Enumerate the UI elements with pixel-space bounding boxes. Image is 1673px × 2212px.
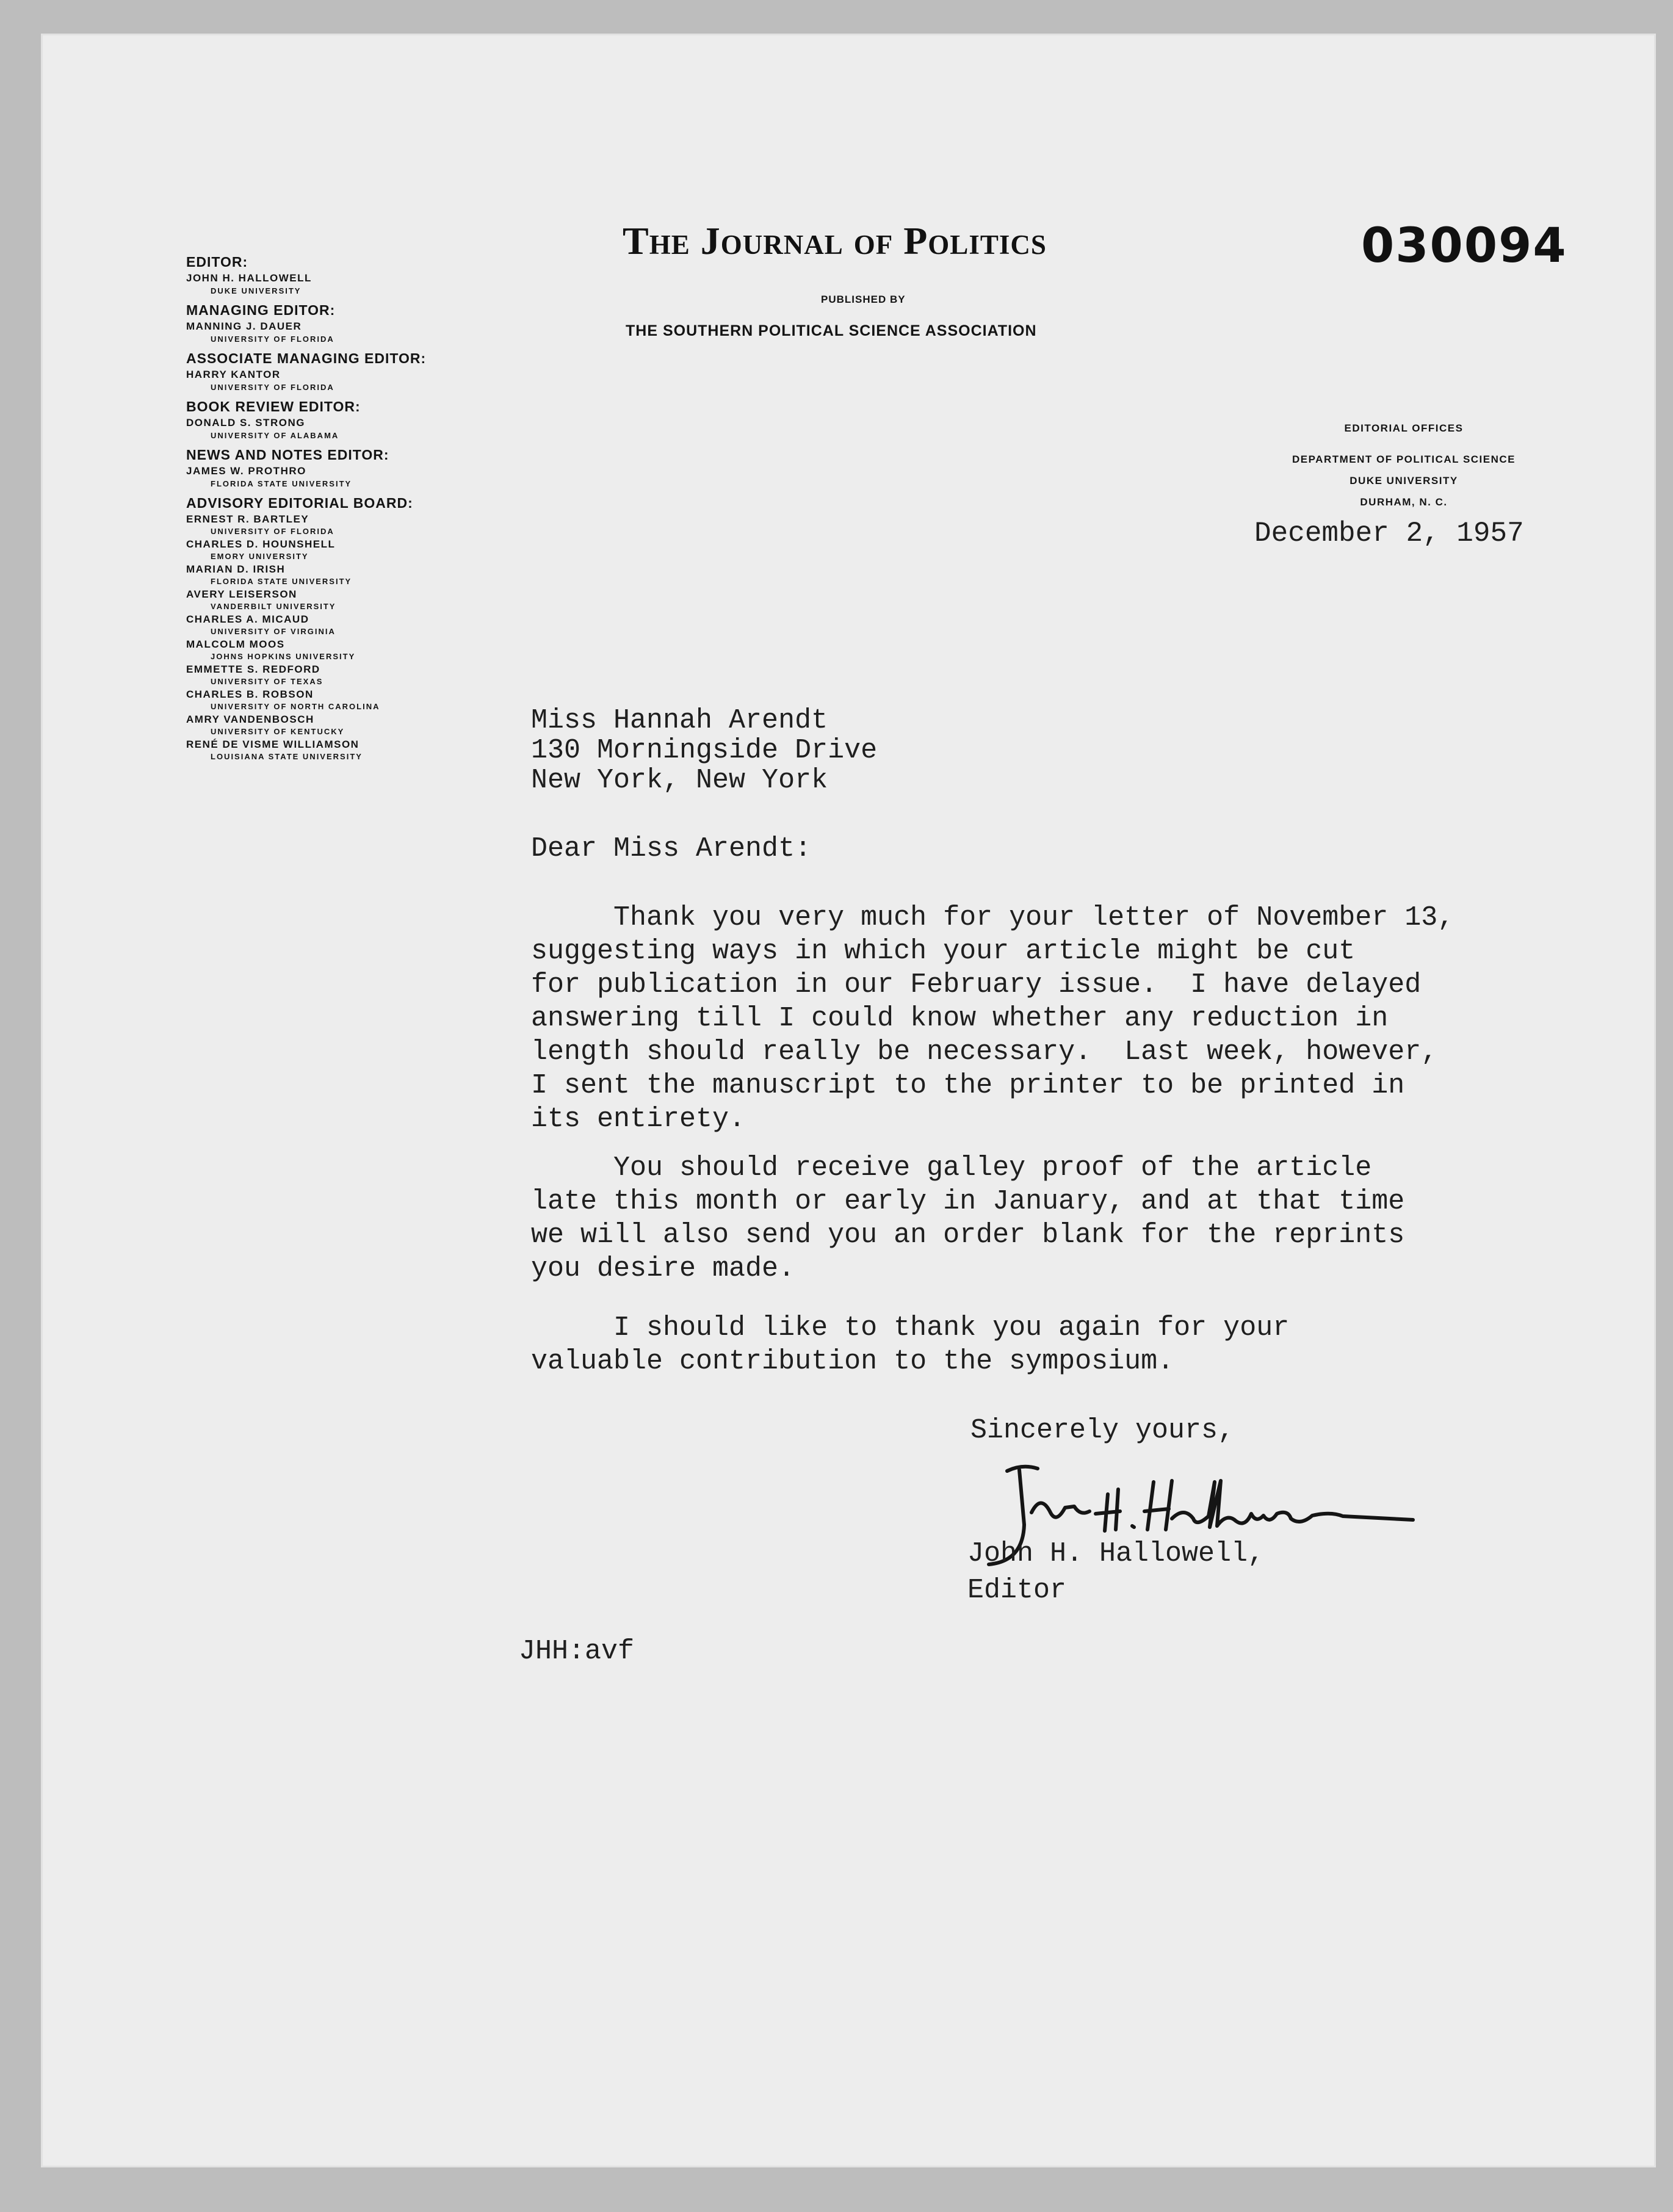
board-member-university: UNIVERSITY OF TEXAS xyxy=(211,677,323,686)
masthead-university: FLORIDA STATE UNIVERSITY xyxy=(211,479,352,488)
masthead-managing-editor xyxy=(186,300,528,345)
board-member-name: CHARLES A. MICAUD xyxy=(186,613,309,625)
body-paragraph: I should like to thank you again for your valuable contribution to the symposium. xyxy=(531,1312,1290,1377)
document-number: 030094 xyxy=(1361,219,1567,273)
board-member-university: UNIVERSITY OF FLORIDA xyxy=(211,527,334,536)
board-member-university: UNIVERSITY OF KENTUCKY xyxy=(211,727,345,736)
board-member-name: MARIAN D. IRISH xyxy=(186,563,286,575)
masthead-person: JAMES W. PROTHRO xyxy=(186,465,306,477)
body-paragraph: Thank you very much for your letter of November 13, suggesting ways in which your article might be cut for publication in our February issue. I have delayed answering till I could know whether any reduction in length should really be necessary. Last week, however, I sent the manuscript to the printer to be printed in its entirety. xyxy=(531,902,1454,1135)
closing: Sincerely yours, xyxy=(970,1415,1235,1446)
letter-date: December 2, 1957 xyxy=(1254,518,1524,549)
board-member-university: JOHNS HOPKINS UNIVERSITY xyxy=(211,652,356,661)
masthead-person: DONALD S. STRONG xyxy=(186,417,305,428)
board-member-university: VANDERBILT UNIVERSITY xyxy=(211,602,336,611)
masthead-editor xyxy=(186,252,528,297)
published-by: PUBLISHED BY xyxy=(821,294,906,305)
masthead-person: MANNING J. DAUER xyxy=(186,320,302,332)
signer-title: Editor xyxy=(967,1575,1067,1606)
board-member-name: MALCOLM MOOS xyxy=(186,638,285,650)
masthead-university: DUKE UNIVERSITY xyxy=(211,286,302,295)
masthead-university: UNIVERSITY OF FLORIDA xyxy=(211,334,334,344)
masthead-person: HARRY KANTOR xyxy=(186,369,281,380)
board-member-name: CHARLES D. HOUNSHELL xyxy=(186,538,336,550)
board-member-university: UNIVERSITY OF NORTH CAROLINA xyxy=(211,702,380,711)
office-heading: EDITORIAL OFFICES xyxy=(1344,422,1464,434)
body-paragraph: You should receive galley proof of the article late this month or early in January, and at that time we will also send you an order blank for the reprints you desire made. xyxy=(531,1152,1405,1284)
masthead-book-review-editor xyxy=(186,397,528,441)
signer-name: John H. Hallowell, xyxy=(967,1538,1265,1569)
masthead-advisory-board xyxy=(186,493,528,763)
masthead-role: EDITOR: xyxy=(186,254,248,270)
board-member-name: ERNEST R. BARTLEY xyxy=(186,513,309,525)
journal-title: The Journal of Politics xyxy=(623,219,1047,262)
board-member-name: EMMETTE S. REDFORD xyxy=(186,663,320,675)
masthead-associate-managing-editor xyxy=(186,349,528,393)
masthead-news-notes-editor xyxy=(186,445,528,490)
masthead-role: ADVISORY EDITORIAL BOARD: xyxy=(186,495,413,511)
masthead-role: MANAGING EDITOR: xyxy=(186,302,336,318)
recipient-address: Miss Hannah Arendt 130 Morningside Drive New York, New York xyxy=(531,705,878,796)
handwritten-signature xyxy=(964,1458,1428,1592)
office-university: DUKE UNIVERSITY xyxy=(1350,475,1458,486)
board-member-name: RENÉ DE VISME WILLIAMSON xyxy=(186,739,360,750)
board-member-university: LOUISIANA STATE UNIVERSITY xyxy=(211,752,363,761)
masthead-university: UNIVERSITY OF ALABAMA xyxy=(211,431,339,440)
masthead-role: NEWS AND NOTES EDITOR: xyxy=(186,447,389,463)
masthead-role: ASSOCIATE MANAGING EDITOR: xyxy=(186,350,427,366)
board-member-name: AMRY VANDENBOSCH xyxy=(186,714,314,725)
masthead-role: BOOK REVIEW EDITOR: xyxy=(186,399,361,414)
board-member-university: UNIVERSITY OF VIRGINIA xyxy=(211,627,336,636)
office-city: DURHAM, N. C. xyxy=(1360,496,1448,508)
masthead-person: JOHN H. HALLOWELL xyxy=(186,272,312,284)
board-member-university: EMORY UNIVERSITY xyxy=(211,552,309,561)
reference-initials: JHH:avf xyxy=(519,1636,635,1667)
masthead xyxy=(186,252,528,767)
board-member-university: FLORIDA STATE UNIVERSITY xyxy=(211,577,352,586)
office-department: DEPARTMENT OF POLITICAL SCIENCE xyxy=(1292,454,1516,465)
association-name: THE SOUTHERN POLITICAL SCIENCE ASSOCIATION xyxy=(626,322,1037,339)
salutation: Dear Miss Arendt: xyxy=(531,833,812,864)
editorial-offices xyxy=(1239,417,1569,513)
board-member-name: CHARLES B. ROBSON xyxy=(186,689,314,700)
board-member-name: AVERY LEISERSON xyxy=(186,588,297,600)
letter-page xyxy=(43,35,1654,2166)
masthead-university: UNIVERSITY OF FLORIDA xyxy=(211,383,334,392)
